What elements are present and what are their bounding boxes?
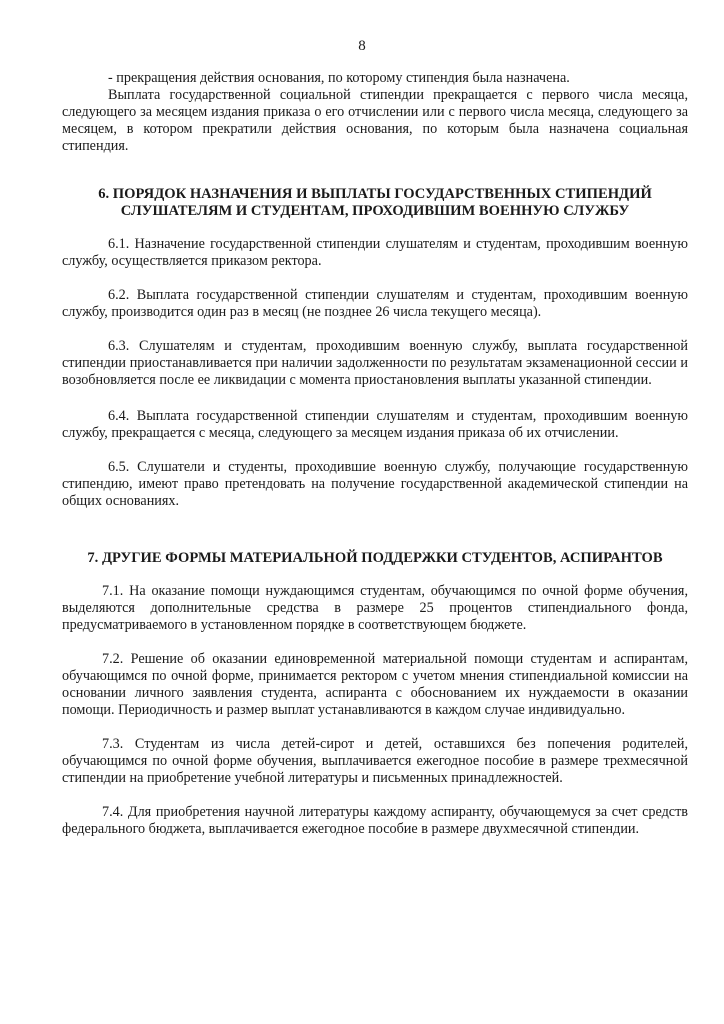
paragraph-7-1: 7.1. На оказание помощи нуждающимся студентам, обучающимся по очной форме обучения, выделяются дополнительные средства в размере 25 процентов стипендиального фонда, предусматриваемого в установленном порядке в соответствующем бюджете. [62, 583, 688, 633]
paragraph-6-5: 6.5. Слушатели и студенты, проходившие военную службу, получающие государственную стипендию, имеют право претендовать на получение государственной академической стипендии на общих основаниях. [62, 459, 688, 509]
section-7-heading: 7. ДРУГИЕ ФОРМЫ МАТЕРИАЛЬНОЙ ПОДДЕРЖКИ СТУДЕНТОВ, АСПИРАНТОВ [87, 550, 663, 566]
section-6-heading: 6. ПОРЯДОК НАЗНАЧЕНИЯ И ВЫПЛАТЫ ГОСУДАРСТВЕННЫХ СТИПЕНДИЙ СЛУШАТЕЛЯМ И СТУДЕНТАМ, ПРОХОДИВШИМ ВОЕННУЮ СЛУЖБУ [98, 186, 652, 219]
document-body [62, 70, 688, 838]
paragraph-6-2: 6.2. Выплата государственной стипендии слушателям и студентам, проходившим военную службу, производится один раз в месяц (не позднее 26 числа текущего месяца). [62, 287, 688, 320]
paragraph-7-3: 7.3. Студентам из числа детей-сирот и детей, оставшихся без попечения родителей, обучающимся по очной форме обучения, выплачивается ежегодное пособие в размере трехмесячной стипендии на приобретение учебной литературы и письменных принадлежностей. [62, 736, 688, 786]
page-number: 8 [358, 38, 366, 54]
paragraph-6-1: 6.1. Назначение государственной стипендии слушателям и студентам, проходившим военную службу, осуществляется приказом ректора. [62, 236, 688, 269]
paragraph-7-2: 7.2. Решение об оказании единовременной материальной помощи студентам и аспирантам, обучающимся по очной форме, принимается ректором с учетом мнения стипендиальной комиссии на основании личного заявления студента, аспиранта с обоснованием их нуждаемости в оказании помощи. Периодичность и размер выплат устанавливаются в каждом случае индивидуально. [62, 651, 688, 718]
intro-line: - прекращения действия основания, по которому стипендия была назначена. [108, 70, 570, 86]
paragraph-7-4: 7.4. Для приобретения научной литературы каждому аспиранту, обучающемуся за счет средств федерального бюджета, выплачивается ежегодное пособие в размере двухмесячной стипендии. [62, 804, 688, 837]
paragraph-6-4: 6.4. Выплата государственной стипендии слушателям и студентам, проходившим военную службу, прекращается с месяца, следующего за месяцем издания приказа об их отчислении. [62, 408, 688, 441]
paragraph-6-3: 6.3. Слушателям и студентам, проходившим военную службу, выплата государственной стипендии приостанавливается при наличии задолженности по результатам экзаменационной сессии и возобновляется после ее ликвидации с момента приостановления выплаты указанной стипендии. [62, 338, 688, 388]
intro-paragraph: Выплата государственной социальной стипендии прекращается с первого числа месяца, следующего за месяцем издания приказа о его отчислении или с первого числа месяца, следующего за месяцем, в котором прекратили действия основания, по которым была назначена социальная стипендия. [62, 87, 688, 154]
